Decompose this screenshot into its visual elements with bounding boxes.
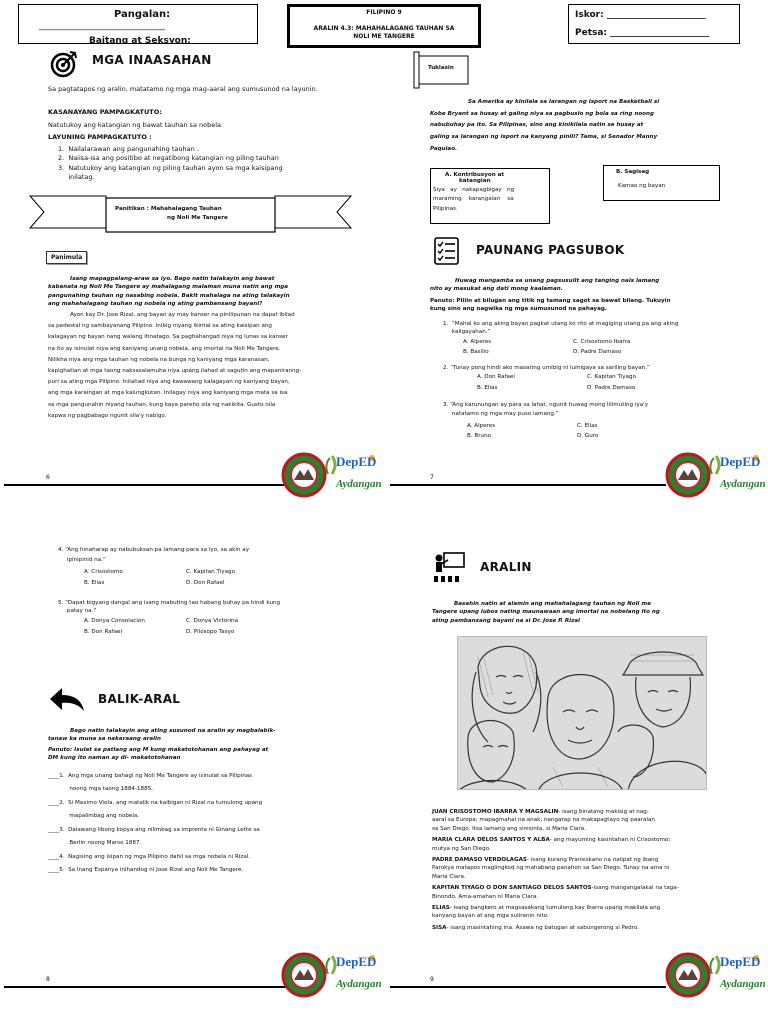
choice-a[interactable]: A. Donya Consolacion — [84, 617, 145, 624]
balik-item[interactable]: ____3. Dalawang libong kopya ang nilimbag sa imprenta ni Ginang Lette sa — [48, 826, 260, 833]
character-desc: aaral sa Europa; mapagmahal na anak; nangarap na makapagtayo ng paaralan — [432, 817, 655, 824]
contribution-title-2: katangian — [459, 178, 491, 185]
character-desc: -isang mangangalakal na taga- — [591, 885, 679, 892]
deped-text: DepED — [336, 454, 377, 469]
tuklasin-line: Sa Amerika ay kinilala sa larangan ng isport na Basketball si — [468, 99, 660, 105]
contribution-title: A. Kontribusyon at — [445, 172, 505, 178]
page6-footer-line — [4, 484, 300, 486]
choice-d[interactable]: D. Don Rafael — [186, 579, 225, 586]
deped-logo — [280, 452, 380, 498]
aralin-title: ARALIN — [480, 560, 532, 574]
kasanayan-text: Natutukoy ang katangian ng bawat tauhan sa nobela. — [48, 121, 224, 129]
character-desc: kanyang bayan at ang mga suliranin nito. — [432, 913, 549, 920]
deped-text: DepED — [720, 454, 761, 469]
choice-d[interactable]: D. Pilosopo Tasyo — [186, 628, 235, 635]
page6-intro: Sa pagtatapos ng aralin, matatamo ng mga mag-aaral ang sumusunod na layunin. — [48, 85, 318, 93]
contribution-text: maraming karangalan sa — [433, 196, 514, 203]
question-text: natatamo ng mga may puso lamang.” — [443, 411, 559, 418]
panitikan-label-1: Panitikan : Mahahalagang Tauhan — [115, 206, 222, 212]
deped-logo — [280, 952, 380, 998]
balik-panuto — [48, 746, 358, 763]
balik-item[interactable]: ____2. Si Maximo Viola, ang matalik na kaibigan ni Rizal na tumulong upang — [48, 799, 263, 806]
choice-a[interactable]: A. Alperes — [467, 422, 496, 429]
choice-a[interactable]: A. Crisostomo — [84, 568, 123, 575]
choice-b[interactable]: B. Bruno — [467, 433, 492, 440]
aralin-line: Basahin natin at alamin ang mahahalagang tauhan ng Noli me — [454, 601, 651, 607]
character-entry — [432, 836, 740, 853]
question-4 — [58, 546, 358, 589]
deped-logo — [664, 452, 764, 498]
choice-c[interactable]: C. Kapitan Tiyago — [186, 568, 236, 575]
character-list — [432, 808, 740, 932]
page8-footer-line — [4, 986, 300, 988]
choice-b[interactable]: B. Basilio — [463, 349, 489, 356]
question-text: patay na.” — [58, 608, 97, 615]
kasanayan-heading: KASANAYANG PAMPAGKATUTO: — [48, 108, 162, 116]
balik-items — [48, 770, 358, 877]
choice-c[interactable]: C. Crisostomo Ibarra — [573, 338, 631, 345]
character-name: MARIA CLARA DELOS SANTOS Y ALBA — [432, 837, 550, 844]
choice-row — [58, 616, 358, 627]
character-entry — [432, 856, 740, 881]
characters-illustration — [457, 636, 707, 790]
choice-row — [58, 578, 358, 589]
choice-row — [58, 627, 358, 638]
choice-a[interactable]: A. Alperes — [463, 338, 492, 345]
lesson-title-1: ARALIN 4.3: MAHAHALAGANG TAUHAN SA — [313, 25, 455, 32]
symbol-title: B. Sagisag — [616, 169, 650, 175]
date-label: Petsa: ______________________ — [575, 28, 710, 38]
page6-title: MGA INAASAHAN — [92, 53, 212, 67]
panuto-line: Panuto: Piliin at bilugan ang titik ng tamang sagot sa bawat bilang. Tukuyin — [430, 298, 671, 304]
character-entry — [432, 904, 740, 921]
teacher-icon — [432, 551, 466, 583]
aralin-intro — [432, 600, 742, 625]
contribution-box — [430, 168, 550, 224]
character-desc: Binondo. Ama-amahan ni Maria Clara. — [432, 893, 539, 900]
name-blank: ____________________________ — [39, 21, 165, 31]
name-box — [18, 4, 258, 44]
aydangan-text: Aydangan — [336, 478, 382, 490]
question-3 — [443, 401, 743, 442]
body-line: kalagayan ng bayan nang walang itinatago. Sa paghahangad niya ng lunas sa kanser — [48, 334, 288, 341]
question-text: ipinipinid na.” — [58, 557, 106, 564]
question-text: 3. “Ang karunungan ay para sa lahat, ngunit huwag mong lilimuting iya'y — [443, 402, 649, 408]
character-name: SISA — [432, 924, 447, 931]
symbol-box — [603, 165, 720, 201]
panimula-body — [48, 310, 348, 422]
balik-item-cont: mapalimbag ang nobela. — [48, 813, 140, 820]
deped-text: DepED — [336, 954, 377, 969]
panimula-tag: Panimula — [46, 251, 87, 264]
deped-logo — [664, 952, 764, 998]
balik-line: tanaw ka muna sa nakaraang aralin — [48, 736, 161, 743]
contribution-text: Pilipinas. — [433, 205, 458, 212]
layunin-item: 1. Nailalarawan ang pangunahing tauhan . — [58, 145, 199, 153]
character-desc: - isang kurang Pransiskano na nalipat ng ibang — [526, 856, 659, 863]
character-name: KAPITAN TIYAGO O DON SANTIAGO DELOS SANTOS — [432, 885, 592, 892]
lesson-title-2: NOLI ME TANGERE — [353, 33, 415, 40]
body-line: puri sa ating mga Pilipino. Inilahad niya ang kawawang kalagayan ng kaniyang bayan, — [48, 379, 290, 386]
page-number-6: 6 — [46, 474, 50, 481]
aralin-line: Tangere upang lubos nating maunawaan ang imortal na nobelang ito ng — [432, 609, 660, 616]
character-name: PADRE DAMASO VERDOLAGAS — [432, 856, 527, 863]
character-entry — [432, 808, 740, 833]
aydangan-text: Aydangan — [720, 478, 766, 490]
panuto-line: DM kung ito naman ay di- makatotohanan — [48, 755, 181, 762]
character-name: ELIAS — [432, 904, 450, 911]
character-desc: - isang masintahing ina. Asawa ng batugan at sabungerong si Pedro. — [446, 924, 639, 931]
paunang-title: PAUNANG PAGSUBOK — [476, 243, 625, 257]
body-line: kapwa ng pagbabago ngunit sila'y nabigo. — [48, 412, 167, 419]
tuklasin-line: galing sa larangan ng isport na kanyang pinili? Tama, si Senador Manny — [430, 134, 658, 141]
balik-item-cont: Berlin noong Marso 1887. — [48, 840, 142, 847]
deped-text: DepED — [720, 954, 761, 969]
name-label: Pangalan: — [114, 9, 171, 20]
layunin-item: inilatag. — [58, 173, 95, 182]
page7-footer-line — [390, 484, 666, 486]
symbol-text: Kamao ng bayan — [618, 183, 666, 190]
body-line: sa mga pangunahin niyang tauhan, kung kaya pareho sila ng nakikita. Gusto nila — [48, 401, 276, 408]
layunin-heading: LAYUNING PAMPAGKATUTO : — [48, 133, 152, 141]
character-entry — [432, 924, 740, 932]
balik-intro — [48, 727, 358, 744]
balik-item[interactable]: ____4. Nagising ang isipan ng mga Pilipino dahil sa mga nobela ni Rizal. — [48, 853, 251, 860]
choice-row — [443, 337, 743, 348]
panitikan-label-2: ng Noli Me Tangere — [167, 215, 228, 221]
back-arrow-icon — [48, 686, 86, 712]
question-text: kaligayahan.” — [443, 329, 491, 336]
choice-row — [58, 567, 358, 578]
balik-line: Bago natin talakayin ang ating susunod na aralin ay magbalabik- — [70, 728, 276, 734]
tuklasin-line: nabubuhay pa ito. Sa Pilipinas, sino ang kinikilala natin sa husay at — [430, 122, 644, 129]
paunang-panuto — [430, 297, 740, 314]
checklist-icon — [434, 237, 460, 265]
page-number-7: 7 — [430, 474, 434, 481]
paunang-line: Huwag mangamba sa unang pagsusulit ang tanging nais lamang — [455, 278, 660, 284]
grade-section-label: Baitang at Seksyon: — [89, 36, 191, 44]
character-desc: sa San Diego. Itsa lamang ang sinisinta, si Maria Clara. — [432, 825, 586, 832]
choice-d[interactable]: D. Guro — [577, 433, 599, 440]
layunin-list — [58, 145, 348, 183]
page-number-8: 8 — [46, 976, 50, 983]
panimula-line: ang mahahalagang tauhan ng nobela ng ating pambansang bayani? — [48, 301, 263, 308]
panuto-line: Panuto: Isulat sa patlang ang M kung makatotohanan ang pahayag at — [48, 747, 269, 753]
choice-row — [443, 347, 743, 358]
body-line: Ayon kay Dr. Jose Rizal, ang bayan ay may kanser na pinilipunan na dapat ibilad — [70, 312, 295, 318]
choice-b[interactable]: B. Elias — [477, 385, 498, 392]
choice-row — [443, 431, 743, 442]
tuklasin-tag: Tuklasin — [428, 65, 454, 71]
panimula-line: kabanata ng Noli Me Tangere ay mahalagang malaman muna natin ang mga — [48, 284, 289, 291]
choice-a[interactable]: A. Don Rafael — [477, 374, 515, 381]
choice-d[interactable]: D. Padre Damaso — [573, 349, 622, 356]
panimula-line: Isang mapagpalang-araw sa iyo. Bago natin talakayin ang bawat — [70, 276, 275, 282]
character-desc: - ang mayuming kasintahan ni Crisostomo; — [549, 837, 671, 844]
tuklasin-line: Kobe Bryant sa husay at galing niya sa pagbuslo ng bola sa ring noong — [430, 110, 655, 117]
question-2 — [443, 364, 743, 394]
choice-d[interactable]: D. Padre Damaso — [587, 385, 636, 392]
choice-row — [443, 421, 743, 432]
score-label: Iskor: ______________________ — [575, 10, 706, 20]
character-desc: Parokya matapos maglingkod ng mahabang panahon sa San Diego. Tunay na ama ni — [432, 865, 670, 872]
aydangan-text: Aydangan — [336, 978, 382, 990]
choice-row — [443, 372, 743, 383]
body-line: sa pedestal ng sambayanang Pilipino. Inibig niyang ikintal sa ating kaisipan ang — [48, 323, 272, 330]
balik-item-cont: noong mga taong 1884-1885. — [48, 786, 153, 793]
character-desc: Maria Clara. — [432, 873, 466, 880]
contribution-text: Siya ay nakapagbigay ng — [433, 186, 515, 193]
question-1 — [443, 320, 743, 358]
layunin-item: 3. Natutukoy ang katangian ng piling tauhan ayon sa mga kaisipang — [58, 163, 283, 172]
page9-footer-line — [390, 986, 666, 988]
body-line: kapighatian at mga taong naksasalamuha niya upang ilahad at sagutin ang mapaniranng- — [48, 367, 302, 374]
question-text: 2. “Tunay pong hindi ako masaring umibig ni lumigaya sa sariling bayan.” — [443, 365, 650, 371]
choice-c[interactable]: C. Kapitan Tiyago — [587, 374, 637, 381]
choice-c[interactable]: C. Elias — [577, 422, 598, 429]
layunin-item: 2. Naiisa-isa ang positibo at negatibong katangian ng piling tauhan — [58, 154, 279, 163]
question-5 — [58, 599, 358, 638]
body-line: na ito ay isinulat niya ang kaniyang unang nobela, ang imortal na Noli Me Tangere. — [48, 345, 281, 352]
balik-item[interactable]: ____1. Ang mga unang bahagi ng Noli Me Tangere ay isinulat sa Pilipinas — [48, 773, 253, 779]
choice-b[interactable]: B. Don Rafael — [84, 628, 123, 635]
question-text: 5. “Dapat bigyang dangal ang isang mabuting tao habang buhay pa hindi kung — [58, 600, 281, 606]
balik-title: BALIK-ARAL — [98, 692, 181, 706]
panuto-line: kung sino ang nagwika ng mga sumusunod na pahayag. — [430, 306, 607, 313]
choice-row — [443, 383, 743, 394]
question-text: 4. “Ang hinaharap ay nabubuksan pa lamang para sa iyo, sa akin ay — [58, 547, 250, 553]
balik-item[interactable]: ____5. Sa Inang Espanya inihandog ni Jose Rizal ang Noli Me Tangere. — [48, 866, 244, 873]
target-icon — [50, 50, 78, 78]
aydangan-text: Aydangan — [720, 978, 766, 990]
paunang-intro — [430, 277, 740, 294]
aralin-line: ating pambansang bayani na si Dr. Jose P. Rizal — [432, 617, 581, 624]
character-entry — [432, 884, 740, 901]
lesson-title-box — [287, 4, 481, 48]
character-desc: - isang bangkero at magsasakang tumulong kay Ibarra upang makilala ang — [449, 904, 661, 911]
panimula-intro — [48, 275, 348, 309]
body-line: Nilikha niya ang mga tauhan ng nobela na bunga ng kaniyang mga karanasan, — [48, 356, 270, 363]
panimula-line: pangunahing tauhan ng nasabing nobela. Bakit mahalaga na ating talakayin — [48, 292, 290, 299]
tuklasin-text — [430, 97, 735, 156]
paunang-line: nito ay masukat ang dati mong kaalaman. — [430, 286, 563, 293]
score-box — [568, 4, 740, 44]
question-text: 1. “Mahal ko ang aking bayan pagkat utang ko rito at magiging utang pa ang aking — [443, 321, 679, 327]
choice-b[interactable]: B. Elias — [84, 579, 105, 586]
character-name: JUAN CRISOSTOMO IBARRA Y MAGSALIN — [432, 809, 559, 815]
choice-c[interactable]: C. Donya Victorina — [186, 617, 239, 624]
body-line: ang mga karaingan at mga kalungkutan. Inilagay niya ang kaniyang mga mata sa isa — [48, 390, 288, 397]
page-number-9: 9 — [430, 976, 434, 983]
character-desc: - isang binatang makisig at nag- — [558, 809, 649, 815]
subject-label: FILIPINO 9 — [366, 9, 402, 16]
tuklasin-line: Paquiao. — [430, 145, 458, 152]
character-desc: mutya ng San Diego. — [432, 845, 491, 852]
